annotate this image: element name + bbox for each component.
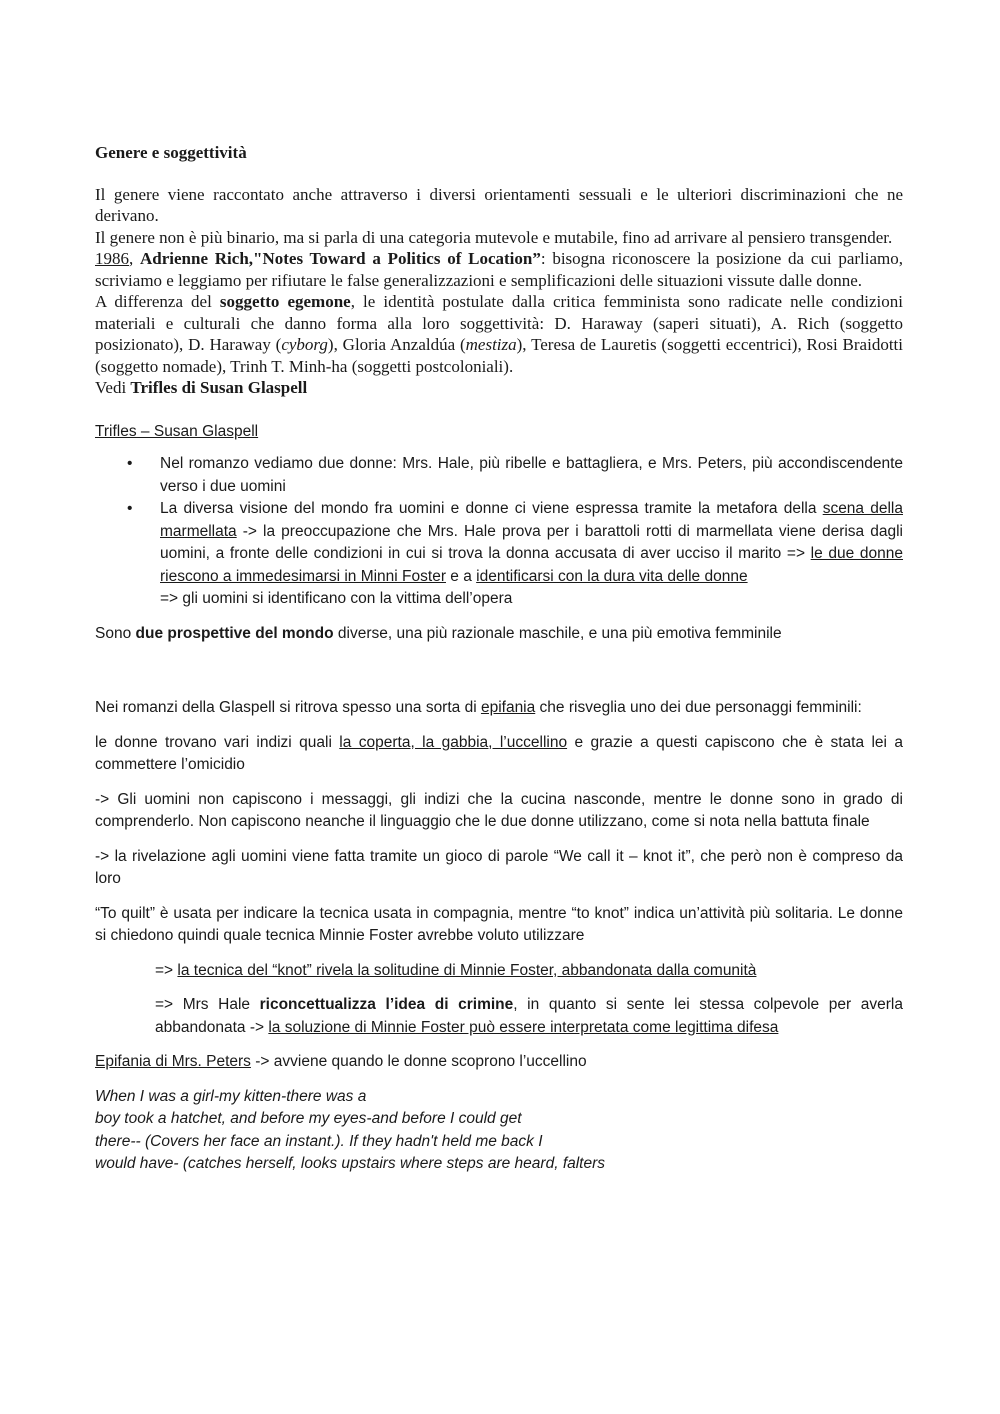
paragraph-rivelazione: -> la rivelazione agli uomini viene fatta tramite un gioco di parole “We call it – knot it”, che però non è compreso da loro [95, 847, 903, 887]
quote-block [95, 1086, 903, 1176]
section-title-trifles: Trifles – Susan Glaspell [95, 422, 259, 440]
paragraph-rich: 1986, Adrienne Rich,"Notes Toward a Politics of Location”: bisogna riconoscere la posizione da cui parliamo, scriviamo e leggiamo per rifiutare le false generalizzazioni e semplificazioni delle situazioni vissute dalle donne. [95, 249, 904, 290]
list-item: • La diversa visione del mondo fra uomini e donne ci viene espressa tramite la metafora della scena della marmellata -> la preoccupazione che Mrs. Hale prova per i barattoli rotti di marmellata viene derisa dagli uomini, a fronte delle condizioni in cui si trova la donna accusata di aver ucciso il marito => le due donne riescono a immedesimarsi in Minni Foster e a identificarsi con la dura vita delle donne => gli uomini si identificano con la vittima dell’opera [95, 498, 903, 611]
bullet-list [95, 453, 903, 611]
rich-title: Adrienne Rich,"Notes Toward a Politics of Location” [140, 249, 541, 268]
year-1986: 1986 [95, 249, 129, 268]
paragraph-hale: => Mrs Hale riconcettualizza l’idea di crimine, in quanto si sente lei stessa colpevole per averla abbandonata -> la soluzione di Minnie Foster può essere interpretata come legittima difesa [155, 996, 903, 1036]
quote-line: When I was a girl-my kitten-there was a [95, 1087, 367, 1105]
paragraph-vedi: Vedi Trifles di Susan Glaspell [95, 378, 308, 397]
paragraph-quilt: “To quilt” è usata per indicare la tecnica usata in compagnia, mentre “to knot” indica un’attività più solitaria. Le donne si chiedono quindi quale tecnica Minnie Foster avrebbe voluto utilizzare [95, 904, 903, 944]
list-item: • Nel romanzo vediamo due donne: Mrs. Hale, più ribelle e battagliera, e Mrs. Peters, più accondiscendente verso i due uomini [95, 453, 903, 498]
paragraph-gender-orientations: Il genere viene raccontato anche attraverso i diversi orientamenti sessuali e le ulteriori discriminazioni che ne derivano. [95, 184, 903, 225]
paragraph-uomini: -> Gli uomini non capiscono i messaggi, gli indizi che la cucina nasconde, mentre le donne sono in grado di comprenderlo. Non capiscono neanche il linguaggio che le due donne utilizzano, come si nota nella battuta finale [95, 790, 903, 830]
paragraph-soggetto-egemone: A differenza del soggetto egemone, le identità postulate dalla critica femminista sono radicate nelle condizioni materiali e culturali che danno forma alla loro soggettività: D. Haraway (saperi situati), A. Rich (soggetto posizionato), D. Haraway (cyborg), Gloria Anzaldúa (mestiza), Teresa de Lauretis (soggetti eccentrici), Rosi Braidotti (soggetto nomade), Trinh T. Minh-ha (soggetti postcoloniali). [95, 292, 903, 376]
paragraph-epifania: Nei romanzi della Glaspell si ritrova spesso una sorta di epifania che risveglia uno dei due personaggi femminili: [95, 699, 862, 716]
quote-line: would have- (catches herself, looks upstairs where steps are heard, falters [95, 1155, 606, 1172]
paragraph-gender-binary: Il genere non è più binario, ma si parla di una categoria mutevole e mutabile, fino ad arrivare al pensiero transgender. [95, 227, 893, 247]
document-page [95, 140, 903, 1176]
page-heading: Genere e soggettività [95, 143, 247, 162]
paragraph-epifania-peters: Epifania di Mrs. Peters -> avviene quando le donne scoprono l’uccellino [95, 1053, 587, 1070]
paragraph-knot: => la tecnica del “knot” rivela la solitudine di Minnie Foster, abbandonata dalla comunità [155, 961, 757, 979]
quote-line: there-- (Covers her face an instant.). If they hadn't held me back I [95, 1132, 543, 1150]
quote-line: boy took a hatchet, and before my eyes-and before I could get [95, 1110, 522, 1127]
paragraph-indizi: le donne trovano vari indizi quali la coperta, la gabbia, l’uccellino e grazie a questi capiscono che è stata lei a commettere l’omicidio [95, 733, 903, 773]
paragraph-prospettive: Sono due prospettive del mondo diverse, una più razionale maschile, e una più emotiva femminile [95, 624, 782, 642]
